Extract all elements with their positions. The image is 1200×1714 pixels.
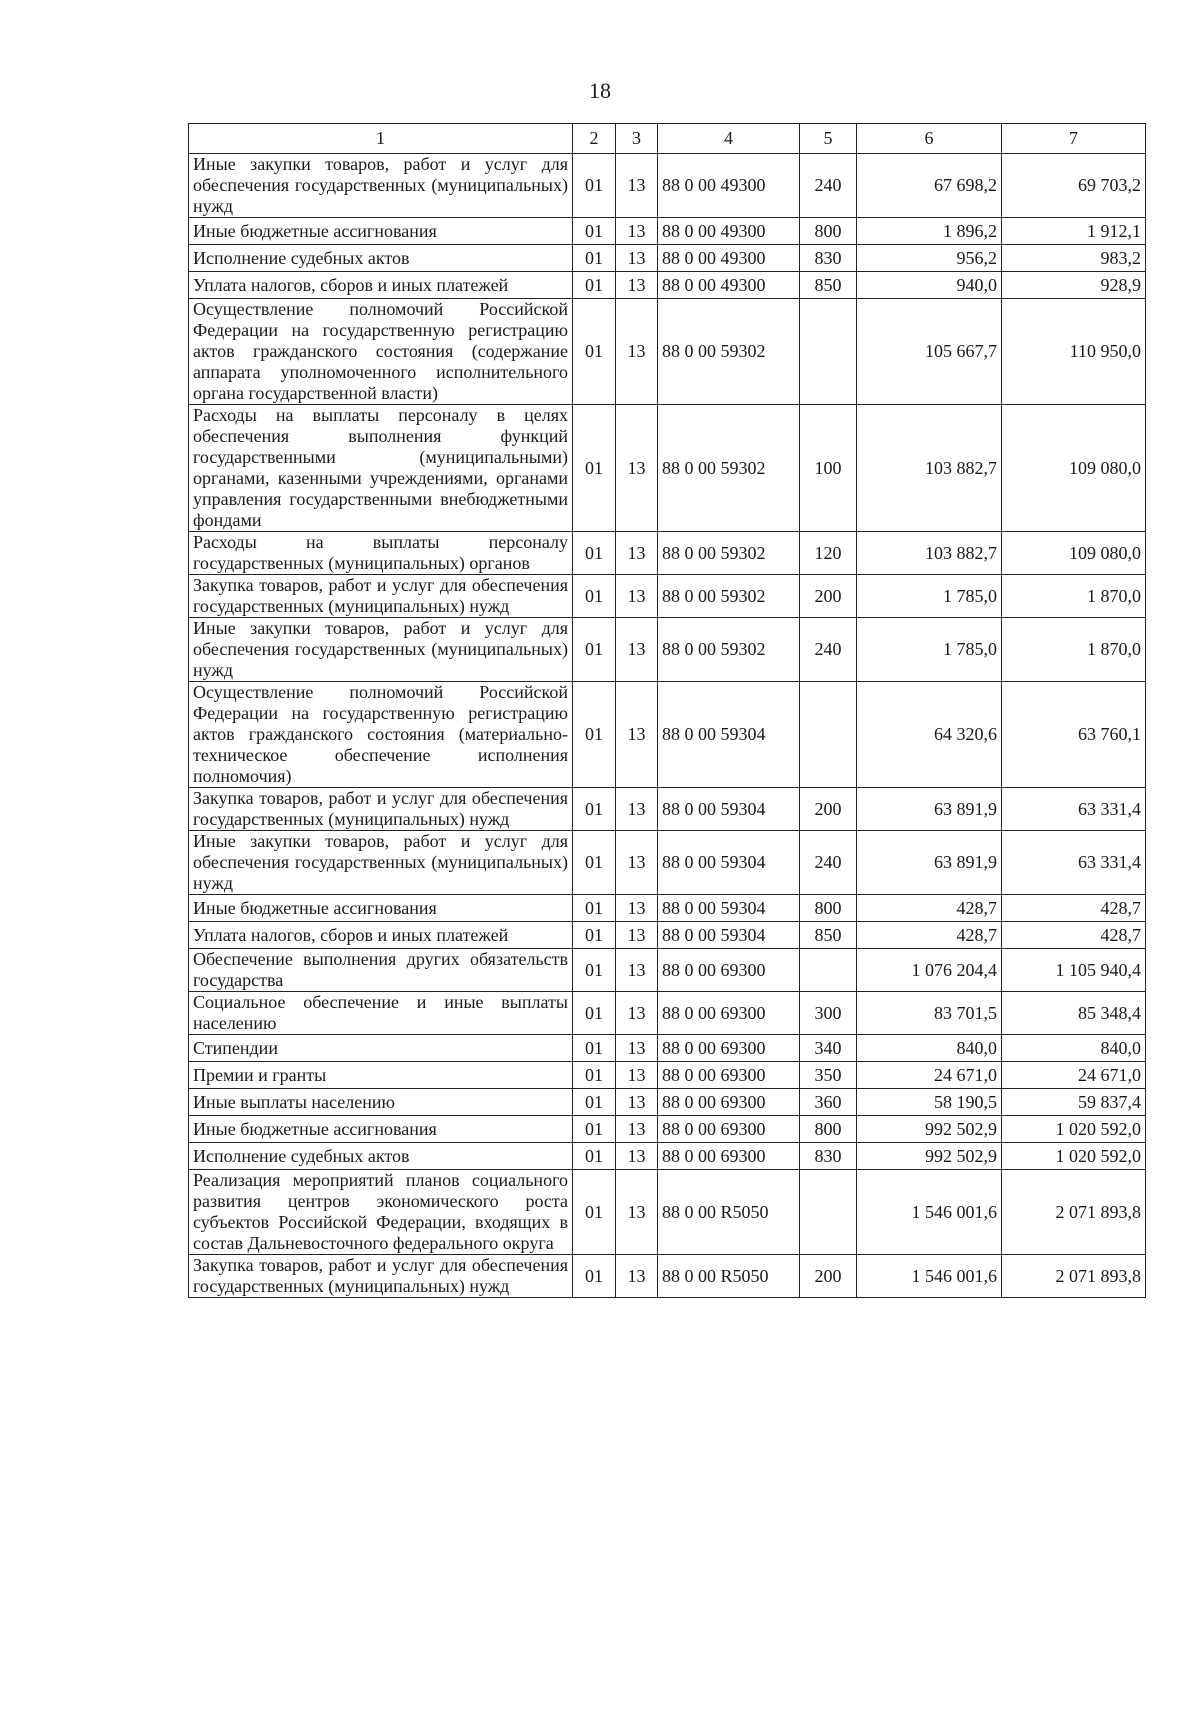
table-row	[189, 245, 1146, 272]
row-name-cell: Закупка товаров, работ и услуг для обеспечения государственных (муниципальных) нужд	[189, 788, 573, 831]
amount-col7-cell: 428,7	[1002, 895, 1146, 922]
row-name-cell: Иные закупки товаров, работ и услуг для обеспечения государственных (муниципальных) нужд	[189, 831, 573, 895]
header-col-5: 5	[800, 124, 857, 154]
subsection-code-cell: 13	[616, 618, 658, 682]
expense-type-cell: 830	[800, 1143, 857, 1170]
section-code-cell: 01	[573, 618, 616, 682]
row-name-cell: Стипендии	[189, 1035, 573, 1062]
expense-type-cell	[800, 1170, 857, 1255]
section-code-cell: 01	[573, 299, 616, 405]
amount-col6-cell: 992 502,9	[857, 1116, 1002, 1143]
amount-col7-cell: 1 105 940,4	[1002, 949, 1146, 992]
amount-col7-cell: 63 760,1	[1002, 682, 1146, 788]
target-article-cell: 88 0 00 69300	[658, 1143, 800, 1170]
amount-col6-cell: 58 190,5	[857, 1089, 1002, 1116]
section-code-cell: 01	[573, 992, 616, 1035]
section-code-cell: 01	[573, 922, 616, 949]
table-row	[189, 1035, 1146, 1062]
amount-col6-cell: 1 896,2	[857, 218, 1002, 245]
expense-type-cell: 240	[800, 154, 857, 218]
row-name-cell: Исполнение судебных актов	[189, 245, 573, 272]
table-row	[189, 1116, 1146, 1143]
expense-type-cell: 120	[800, 532, 857, 575]
subsection-code-cell: 13	[616, 831, 658, 895]
row-name-cell: Иные бюджетные ассигнования	[189, 1116, 573, 1143]
amount-col6-cell: 1 076 204,4	[857, 949, 1002, 992]
amount-col7-cell: 428,7	[1002, 922, 1146, 949]
amount-col7-cell: 2 071 893,8	[1002, 1170, 1146, 1255]
subsection-code-cell: 13	[616, 154, 658, 218]
target-article-cell: 88 0 00 59304	[658, 682, 800, 788]
row-name-cell: Осуществление полномочий Российской Федерации на государственную регистрацию актов гражданского состояния (содержание аппарата уполномоченного исполнительного органа государственной власти)	[189, 299, 573, 405]
table-row	[189, 1170, 1146, 1255]
expense-type-cell: 360	[800, 1089, 857, 1116]
table-row	[189, 831, 1146, 895]
table-body	[189, 154, 1146, 1298]
expense-type-cell: 240	[800, 831, 857, 895]
table-row	[189, 575, 1146, 618]
header-col-2: 2	[573, 124, 616, 154]
amount-col6-cell: 1 546 001,6	[857, 1255, 1002, 1298]
section-code-cell: 01	[573, 1089, 616, 1116]
table-row	[189, 895, 1146, 922]
amount-col6-cell: 103 882,7	[857, 532, 1002, 575]
expense-type-cell: 850	[800, 272, 857, 299]
table-row	[189, 922, 1146, 949]
row-name-cell: Иные бюджетные ассигнования	[189, 218, 573, 245]
target-article-cell: 88 0 00 49300	[658, 272, 800, 299]
section-code-cell: 01	[573, 1116, 616, 1143]
row-name-cell: Иные выплаты населению	[189, 1089, 573, 1116]
subsection-code-cell: 13	[616, 532, 658, 575]
target-article-cell: 88 0 00 59302	[658, 405, 800, 532]
target-article-cell: 88 0 00 59304	[658, 922, 800, 949]
target-article-cell: 88 0 00 69300	[658, 1062, 800, 1089]
subsection-code-cell: 13	[616, 682, 658, 788]
target-article-cell: 88 0 00 59304	[658, 895, 800, 922]
expense-type-cell: 340	[800, 1035, 857, 1062]
amount-col7-cell: 109 080,0	[1002, 532, 1146, 575]
subsection-code-cell: 13	[616, 788, 658, 831]
section-code-cell: 01	[573, 1035, 616, 1062]
amount-col6-cell: 63 891,9	[857, 831, 1002, 895]
amount-col7-cell: 840,0	[1002, 1035, 1146, 1062]
table-row	[189, 1089, 1146, 1116]
target-article-cell: 88 0 00 59302	[658, 532, 800, 575]
table-row	[189, 618, 1146, 682]
table-row	[189, 1255, 1146, 1298]
target-article-cell: 88 0 00 59302	[658, 575, 800, 618]
expense-type-cell: 850	[800, 922, 857, 949]
amount-col7-cell: 24 671,0	[1002, 1062, 1146, 1089]
section-code-cell: 01	[573, 1143, 616, 1170]
target-article-cell: 88 0 00 59304	[658, 788, 800, 831]
section-code-cell: 01	[573, 218, 616, 245]
section-code-cell: 01	[573, 788, 616, 831]
section-code-cell: 01	[573, 1170, 616, 1255]
amount-col6-cell: 63 891,9	[857, 788, 1002, 831]
expense-type-cell: 240	[800, 618, 857, 682]
amount-col7-cell: 928,9	[1002, 272, 1146, 299]
expense-type-cell: 200	[800, 575, 857, 618]
header-col-1: 1	[189, 124, 573, 154]
subsection-code-cell: 13	[616, 1089, 658, 1116]
expense-type-cell: 200	[800, 1255, 857, 1298]
subsection-code-cell: 13	[616, 922, 658, 949]
amount-col6-cell: 956,2	[857, 245, 1002, 272]
table-row	[189, 1143, 1146, 1170]
amount-col7-cell: 1 020 592,0	[1002, 1116, 1146, 1143]
subsection-code-cell: 13	[616, 575, 658, 618]
amount-col7-cell: 1 870,0	[1002, 618, 1146, 682]
amount-col6-cell: 840,0	[857, 1035, 1002, 1062]
header-row	[189, 124, 1146, 154]
expense-type-cell	[800, 682, 857, 788]
row-name-cell: Иные закупки товаров, работ и услуг для обеспечения государственных (муниципальных) нужд	[189, 618, 573, 682]
target-article-cell: 88 0 00 R5050	[658, 1255, 800, 1298]
expense-type-cell: 200	[800, 788, 857, 831]
amount-col6-cell: 1 785,0	[857, 575, 1002, 618]
section-code-cell: 01	[573, 245, 616, 272]
amount-col7-cell: 1 020 592,0	[1002, 1143, 1146, 1170]
amount-col6-cell: 24 671,0	[857, 1062, 1002, 1089]
amount-col7-cell: 2 071 893,8	[1002, 1255, 1146, 1298]
row-name-cell: Иные закупки товаров, работ и услуг для обеспечения государственных (муниципальных) нужд	[189, 154, 573, 218]
subsection-code-cell: 13	[616, 992, 658, 1035]
header-col-4: 4	[658, 124, 800, 154]
amount-col6-cell: 1 785,0	[857, 618, 1002, 682]
target-article-cell: 88 0 00 59302	[658, 299, 800, 405]
amount-col7-cell: 983,2	[1002, 245, 1146, 272]
table-row	[189, 405, 1146, 532]
subsection-code-cell: 13	[616, 895, 658, 922]
row-name-cell: Уплата налогов, сборов и иных платежей	[189, 272, 573, 299]
table-row	[189, 1062, 1146, 1089]
target-article-cell: 88 0 00 49300	[658, 218, 800, 245]
row-name-cell: Осуществление полномочий Российской Федерации на государственную регистрацию актов гражданского состояния (материально-техническое обеспечение исполнения полномочия)	[189, 682, 573, 788]
target-article-cell: 88 0 00 R5050	[658, 1170, 800, 1255]
amount-col6-cell: 83 701,5	[857, 992, 1002, 1035]
target-article-cell: 88 0 00 69300	[658, 992, 800, 1035]
page-number: 18	[589, 78, 611, 103]
expense-type-cell	[800, 949, 857, 992]
table-row	[189, 949, 1146, 992]
expense-type-cell: 800	[800, 218, 857, 245]
section-code-cell: 01	[573, 154, 616, 218]
table-row	[189, 154, 1146, 218]
table-row	[189, 992, 1146, 1035]
subsection-code-cell: 13	[616, 949, 658, 992]
row-name-cell: Исполнение судебных актов	[189, 1143, 573, 1170]
target-article-cell: 88 0 00 69300	[658, 949, 800, 992]
subsection-code-cell: 13	[616, 405, 658, 532]
expense-type-cell: 800	[800, 1116, 857, 1143]
section-code-cell: 01	[573, 1255, 616, 1298]
subsection-code-cell: 13	[616, 1143, 658, 1170]
header-col-7: 7	[1002, 124, 1146, 154]
target-article-cell: 88 0 00 69300	[658, 1116, 800, 1143]
subsection-code-cell: 13	[616, 1035, 658, 1062]
amount-col7-cell: 63 331,4	[1002, 788, 1146, 831]
table-row	[189, 682, 1146, 788]
subsection-code-cell: 13	[616, 1255, 658, 1298]
subsection-code-cell: 13	[616, 1170, 658, 1255]
table-row	[189, 218, 1146, 245]
amount-col6-cell: 103 882,7	[857, 405, 1002, 532]
subsection-code-cell: 13	[616, 299, 658, 405]
target-article-cell: 88 0 00 49300	[658, 154, 800, 218]
subsection-code-cell: 13	[616, 272, 658, 299]
target-article-cell: 88 0 00 49300	[658, 245, 800, 272]
row-name-cell: Реализация мероприятий планов социального развития центров экономического роста субъектов Российской Федерации, входящих в состав Дальневосточного федерального округа	[189, 1170, 573, 1255]
amount-col7-cell: 109 080,0	[1002, 405, 1146, 532]
subsection-code-cell: 13	[616, 245, 658, 272]
expense-type-cell	[800, 299, 857, 405]
amount-col7-cell: 110 950,0	[1002, 299, 1146, 405]
target-article-cell: 88 0 00 69300	[658, 1089, 800, 1116]
amount-col6-cell: 67 698,2	[857, 154, 1002, 218]
budget-table	[188, 123, 1146, 1298]
amount-col6-cell: 428,7	[857, 895, 1002, 922]
amount-col7-cell: 59 837,4	[1002, 1089, 1146, 1116]
table-row	[189, 532, 1146, 575]
section-code-cell: 01	[573, 682, 616, 788]
amount-col6-cell: 105 667,7	[857, 299, 1002, 405]
amount-col6-cell: 992 502,9	[857, 1143, 1002, 1170]
row-name-cell: Расходы на выплаты персоналу государственных (муниципальных) органов	[189, 532, 573, 575]
amount-col7-cell: 69 703,2	[1002, 154, 1146, 218]
row-name-cell: Социальное обеспечение и иные выплаты населению	[189, 992, 573, 1035]
row-name-cell: Расходы на выплаты персоналу в целях обеспечения выполнения функций государственными (муниципальными) органами, казенными учреждениями, органами управления государственными внебюджетными фондами	[189, 405, 573, 532]
amount-col7-cell: 63 331,4	[1002, 831, 1146, 895]
amount-col6-cell: 64 320,6	[857, 682, 1002, 788]
header-col-3: 3	[616, 124, 658, 154]
section-code-cell: 01	[573, 895, 616, 922]
target-article-cell: 88 0 00 59302	[658, 618, 800, 682]
table-row	[189, 788, 1146, 831]
table-row	[189, 299, 1146, 405]
section-code-cell: 01	[573, 831, 616, 895]
expense-type-cell: 300	[800, 992, 857, 1035]
target-article-cell: 88 0 00 59304	[658, 831, 800, 895]
amount-col6-cell: 428,7	[857, 922, 1002, 949]
target-article-cell: 88 0 00 69300	[658, 1035, 800, 1062]
row-name-cell: Уплата налогов, сборов и иных платежей	[189, 922, 573, 949]
section-code-cell: 01	[573, 405, 616, 532]
section-code-cell: 01	[573, 949, 616, 992]
row-name-cell: Иные бюджетные ассигнования	[189, 895, 573, 922]
subsection-code-cell: 13	[616, 1116, 658, 1143]
section-code-cell: 01	[573, 575, 616, 618]
subsection-code-cell: 13	[616, 1062, 658, 1089]
section-code-cell: 01	[573, 532, 616, 575]
expense-type-cell: 800	[800, 895, 857, 922]
row-name-cell: Обеспечение выполнения других обязательств государства	[189, 949, 573, 992]
amount-col6-cell: 1 546 001,6	[857, 1170, 1002, 1255]
subsection-code-cell: 13	[616, 218, 658, 245]
section-code-cell: 01	[573, 1062, 616, 1089]
amount-col7-cell: 1 870,0	[1002, 575, 1146, 618]
expense-type-cell: 830	[800, 245, 857, 272]
amount-col7-cell: 85 348,4	[1002, 992, 1146, 1035]
row-name-cell: Закупка товаров, работ и услуг для обеспечения государственных (муниципальных) нужд	[189, 1255, 573, 1298]
section-code-cell: 01	[573, 272, 616, 299]
table-row	[189, 272, 1146, 299]
header-col-6: 6	[857, 124, 1002, 154]
expense-type-cell: 350	[800, 1062, 857, 1089]
expense-type-cell: 100	[800, 405, 857, 532]
amount-col7-cell: 1 912,1	[1002, 218, 1146, 245]
row-name-cell: Закупка товаров, работ и услуг для обеспечения государственных (муниципальных) нужд	[189, 575, 573, 618]
row-name-cell: Премии и гранты	[189, 1062, 573, 1089]
amount-col6-cell: 940,0	[857, 272, 1002, 299]
